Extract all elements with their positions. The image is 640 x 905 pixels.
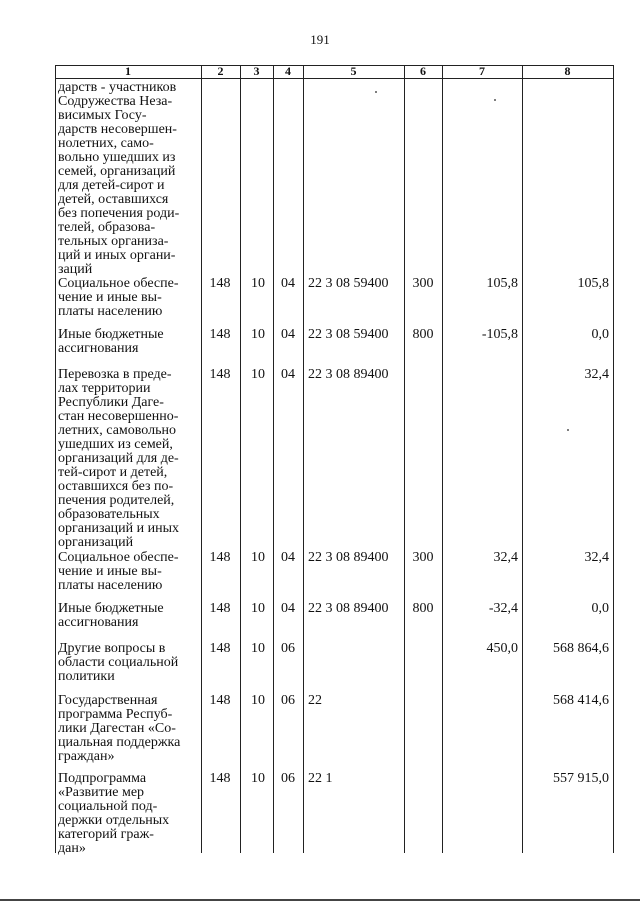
col-8-value: 0,0 xyxy=(591,327,609,342)
column-header-2: 2 xyxy=(217,64,224,78)
budget-table xyxy=(55,64,614,856)
col-3-value: 10 xyxy=(251,550,265,565)
code-value: 22 1 xyxy=(308,771,333,786)
row-name: Перевозка в преде- лах территории Республики Даге- стан несовершенно- летних, самовольно ушедших из семей, организаций для де- тей-сирот и детей, оставшихся без по- печения родителей, образовательных организаций и иных организаций xyxy=(58,367,180,550)
col-4-value: 06 xyxy=(281,771,295,786)
scan-speck xyxy=(494,99,496,101)
col-3-value: 10 xyxy=(251,367,265,382)
column-header-7: 7 xyxy=(479,64,485,78)
col-2-value: 148 xyxy=(209,550,231,565)
col-2-value: 148 xyxy=(209,641,231,656)
col-2-value: 148 xyxy=(209,693,231,708)
col-6-value: 800 xyxy=(412,327,434,342)
column-header-1: 1 xyxy=(125,64,131,78)
col-6-value: 300 xyxy=(412,276,434,291)
col-4-value: 04 xyxy=(281,601,295,616)
col-2-value: 148 xyxy=(209,771,231,786)
row-name: Другие вопросы в области социальной политики xyxy=(58,641,179,684)
col-3-value: 10 xyxy=(251,327,265,342)
col-8-value: 32,4 xyxy=(584,550,609,565)
col-3-value: 10 xyxy=(251,641,265,656)
col-8-value: 0,0 xyxy=(591,601,609,616)
code-value: 22 3 08 89400 xyxy=(308,367,389,382)
col-4-value: 04 xyxy=(281,367,295,382)
col-3-value: 10 xyxy=(251,601,265,616)
col-8-value: 568 864,6 xyxy=(553,641,609,656)
col-6-value: 300 xyxy=(412,550,434,565)
col-3-value: 10 xyxy=(251,276,265,291)
col-7-value: -105,8 xyxy=(481,327,518,342)
row-name: Социальное обеспе- чение и иные вы- платы населению xyxy=(58,550,179,593)
col-2-value: 148 xyxy=(209,327,231,342)
col-8-value: 105,8 xyxy=(577,276,609,291)
col-8-value: 568 414,6 xyxy=(553,693,609,708)
col-3-value: 10 xyxy=(251,693,265,708)
col-2-value: 148 xyxy=(209,367,231,382)
col-2-value: 148 xyxy=(209,276,231,291)
col-4-value: 06 xyxy=(281,693,295,708)
column-header-5: 5 xyxy=(350,64,357,78)
code-value: 22 3 08 89400 xyxy=(308,550,389,565)
col-4-value: 04 xyxy=(281,276,295,291)
row-name: Государственная программа Респуб- лики Дагестан «Со- циальная поддержка граждан» xyxy=(58,693,181,764)
col-8-value: 557 915,0 xyxy=(553,771,609,786)
col-2-value: 148 xyxy=(209,601,231,616)
row-name: Иные бюджетные ассигнования xyxy=(58,601,164,630)
col-7-value: 105,8 xyxy=(486,276,518,291)
column-header-3: 3 xyxy=(253,64,260,78)
row-name: Иные бюджетные ассигнования xyxy=(58,327,164,356)
col-7-value: -32,4 xyxy=(488,601,518,616)
page-number: 191 xyxy=(310,32,330,47)
col-3-value: 10 xyxy=(251,771,265,786)
page-bottom-edge xyxy=(0,899,640,901)
column-header-8: 8 xyxy=(564,64,571,78)
col-6-value: 800 xyxy=(412,601,434,616)
code-value: 22 3 08 89400 xyxy=(308,601,389,616)
row-name: Подпрограмма «Развитие мер социальной под- держки отдельных категорий граж- дан» xyxy=(58,771,170,856)
col-8-value: 32,4 xyxy=(584,367,609,382)
column-header-4: 4 xyxy=(285,64,291,78)
code-value: 22 xyxy=(308,693,322,708)
col-4-value: 04 xyxy=(281,550,295,565)
code-value: 22 3 08 59400 xyxy=(308,276,389,291)
col-7-value: 450,0 xyxy=(486,641,518,656)
row-name: дарств - участников Содружества Неза- висимых Госу- дарств несовершен- нолетних, само- вольно ушедших из семей, организаций для детей-сирот и детей, оставшихся без попечения роди- телей, образова- тельных организа- ций и иных органи- заций xyxy=(58,80,180,277)
col-4-value: 04 xyxy=(281,327,295,342)
scan-speck xyxy=(375,91,377,93)
row-name: Социальное обеспе- чение и иные вы- платы населению xyxy=(58,276,179,319)
scan-speck xyxy=(567,429,569,431)
col-4-value: 06 xyxy=(281,641,295,656)
column-header-6: 6 xyxy=(420,64,426,78)
col-7-value: 32,4 xyxy=(493,550,518,565)
code-value: 22 3 08 59400 xyxy=(308,327,389,342)
